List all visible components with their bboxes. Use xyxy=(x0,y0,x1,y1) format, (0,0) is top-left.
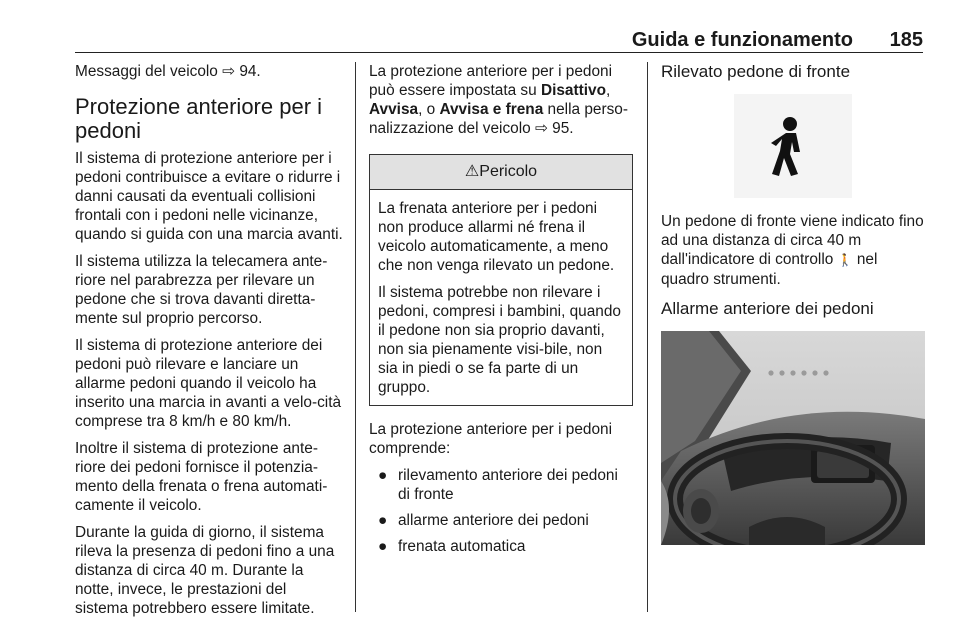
option-warn-brake: Avvisa e frena xyxy=(439,101,544,118)
paragraph: Il sistema di protezione anteriore dei pedoni può rilevare e lanciare un allarme pedoni quando il veicolo ha inserito una marcia in avanti a velo-cità comprese tra 8 km/h e 80 km/h. xyxy=(75,337,342,430)
paragraph: Un pedone di fronte viene indicato fino ad una distanza di circa 40 m dall'indicatore di controllo 🚶 nel quadro strumenti. xyxy=(661,213,924,288)
paragraph: La frenata anteriore per i pedoni non produce allarmi né frena il veicolo automaticamente, a meno che non venga rilevato un pedone. xyxy=(378,200,615,274)
paragraph: Inoltre il sistema di protezione ante-riore dei pedoni fornisce il potenzia-mento della frenata o frena automati-camente il veicolo. xyxy=(75,440,328,514)
column-divider xyxy=(647,62,648,612)
pedestrian-icon xyxy=(734,94,852,198)
column-right xyxy=(661,62,926,545)
paragraph: Il sistema di protezione anteriore per i pedoni contribuisce a evitare o ridurre i danni causati da eventuali collisioni frontali con i pedoni nelle vicinanze, quando si guida con una marcia avanti. xyxy=(75,150,343,243)
option-off: Disattivo xyxy=(540,82,606,99)
chapter-title: Guida e funzionamento xyxy=(631,29,853,51)
danger-box xyxy=(369,154,633,406)
page-header xyxy=(75,25,923,51)
column-divider xyxy=(355,62,356,612)
danger-header xyxy=(370,155,632,190)
section-heading: Protezione anteriore per i pedoni xyxy=(75,94,323,143)
paragraph: Durante la guida di giorno, il sistema rileva la presenza di pedoni fino a una distanza di circa 40 m. Durante la notte, invece, le prestazioni del sistema potrebbero essere limitate. xyxy=(75,524,335,617)
column-left xyxy=(75,62,343,626)
list-item: ● allarme anteriore dei pedoni xyxy=(378,512,589,529)
list-item: ● frenata automatica xyxy=(378,538,526,555)
subheading: Allarme anteriore dei pedoni xyxy=(661,299,874,318)
feature-list xyxy=(369,466,633,556)
column-middle xyxy=(369,62,633,563)
paragraph: Il sistema utilizza la telecamera ante-riore nel parabrezza per rilevare un pedone che si trova davanti diretta-mente sul proprio percorso. xyxy=(75,253,328,327)
cross-reference[interactable]: Messaggi del veicolo ⇨ 94. xyxy=(75,63,261,80)
header-rule xyxy=(75,52,923,53)
danger-title: Pericolo xyxy=(479,163,538,180)
settings-paragraph: La protezione anteriore per i pedoni può essere impostata su Disattivo, Avvisa, o Avvisa e frena nella perso-nalizzazione del veicolo ⇨ 95. xyxy=(369,63,628,137)
list-item: ● rilevamento anteriore dei pedoni di fronte xyxy=(378,467,618,503)
bullet-icon: ● xyxy=(378,467,388,484)
bullet-icon: ● xyxy=(378,512,388,529)
danger-body xyxy=(370,190,632,397)
bullet-icon: ● xyxy=(378,538,388,555)
paragraph: Il sistema potrebbe non rilevare i pedoni, compresi i bambini, quando il pedone non sia proprio davanti, non sia pienamente visi-bile, non sia in piedi o se fa parte di un gruppo. xyxy=(378,284,621,396)
page-number: 185 xyxy=(889,29,923,51)
dashboard-photo xyxy=(661,331,925,545)
pedestrian-indicator-icon: 🚶 xyxy=(837,253,853,267)
option-warn: Avvisa xyxy=(369,101,419,118)
list-intro: La protezione anteriore per i pedoni comprende: xyxy=(369,421,612,457)
subheading: Rilevato pedone di fronte xyxy=(661,62,851,81)
warning-triangle-icon: ⚠ xyxy=(464,163,480,180)
